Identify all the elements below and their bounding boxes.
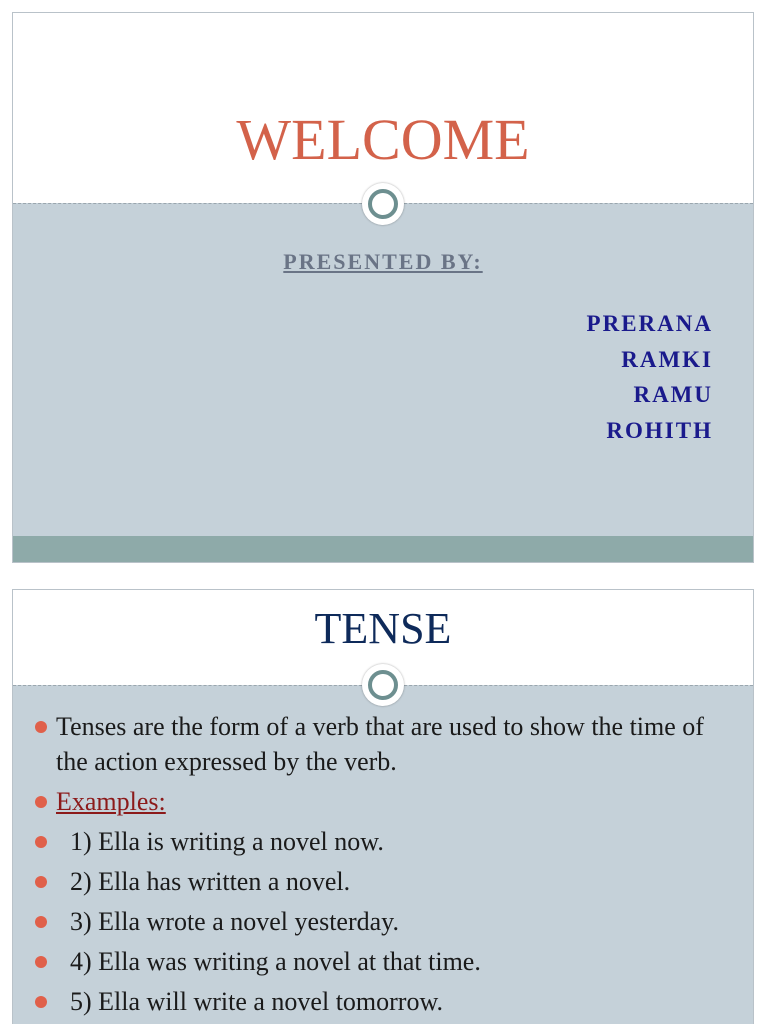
circle-ring-icon: [362, 183, 404, 225]
example-bullet: [35, 984, 735, 1019]
tense-slide: [12, 589, 754, 1024]
example-text: 2) Ella has written a novel.: [70, 867, 351, 896]
bullet-list: [35, 709, 735, 1024]
tense-title: TENSE: [314, 604, 452, 653]
slide-footer-band: [13, 536, 753, 562]
presented-by-label: PRESENTED BY:: [283, 249, 483, 274]
definition-text: Tenses are the form of a verb that are used to show the time of the action expressed by the verb.: [56, 712, 704, 776]
presenter-name: RAMU: [633, 382, 713, 407]
bullet-dot-icon: [35, 956, 47, 968]
presenter-name: RAMKI: [621, 346, 713, 372]
example-text: 1) Ella is writing a novel now.: [70, 827, 384, 856]
bullet-dot-icon: [35, 876, 47, 888]
presenter-name: PRERANA: [586, 311, 713, 336]
bullet-dot-icon: [35, 996, 47, 1008]
example-bullet: [35, 904, 735, 939]
examples-heading: Examples:: [56, 787, 166, 816]
example-bullet: [35, 824, 735, 859]
example-bullet: [35, 944, 735, 979]
presenter-name: ROHITH: [606, 417, 713, 443]
example-text: 5) Ella will write a novel tomorrow.: [70, 987, 444, 1016]
welcome-title: WELCOME: [236, 107, 530, 172]
bullet-dot-icon: [35, 836, 47, 848]
bullet-dot-icon: [35, 916, 47, 928]
definition-bullet: [35, 709, 735, 779]
welcome-slide: [12, 12, 754, 563]
presenter-list: [587, 306, 713, 448]
example-text: 4) Ella was writing a novel at that time.: [70, 947, 481, 976]
bullet-dot-icon: [35, 721, 47, 733]
example-text: 3) Ella wrote a novel yesterday.: [70, 907, 399, 936]
circle-ring-icon: [362, 664, 404, 706]
examples-heading-bullet: [35, 784, 735, 819]
bullet-dot-icon: [35, 796, 47, 808]
example-bullet: [35, 864, 735, 899]
